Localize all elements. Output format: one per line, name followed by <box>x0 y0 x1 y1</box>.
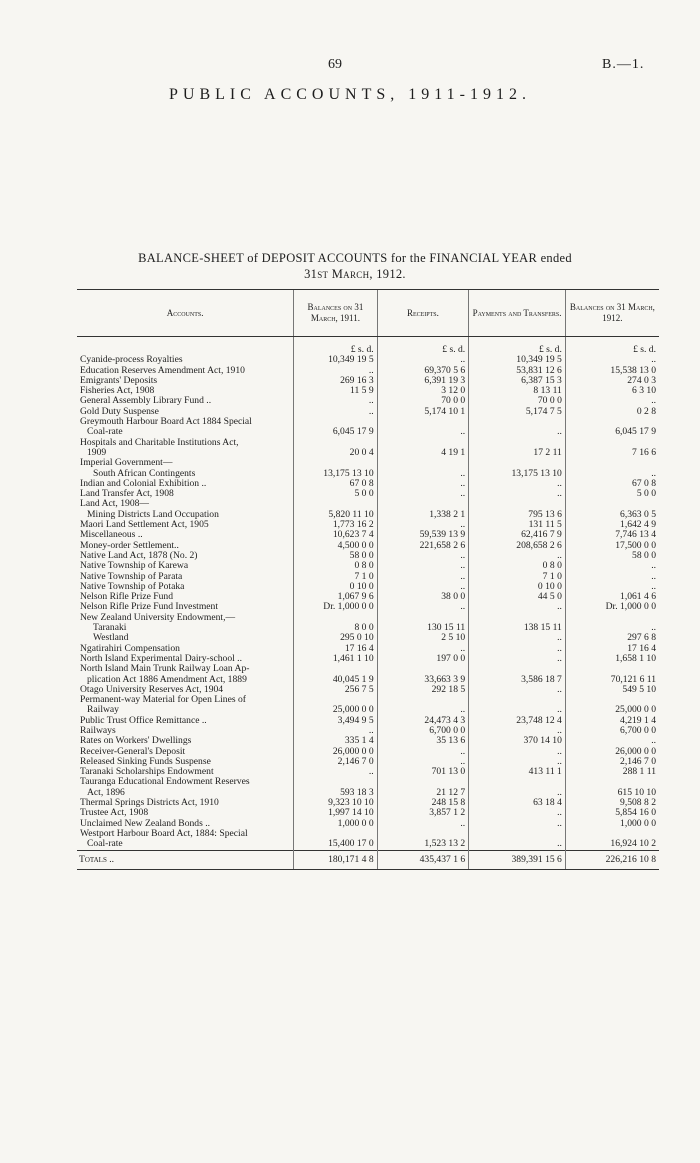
payments-cell: .. <box>469 479 566 489</box>
account-name: Rates on Workers' Dwellings <box>80 735 192 747</box>
receipts-cell: 24,473 4 3 <box>377 716 469 726</box>
account-name: Nelson Rifle Prize Fund <box>80 591 173 603</box>
account-name: Otago University Reserves Act, 1904 <box>80 683 224 695</box>
account-name: Taranaki <box>93 622 127 634</box>
account-name: Coal-rate <box>87 426 123 438</box>
balance-close-cell: 70,121 6 11 <box>565 675 659 685</box>
balance-close-cell: .. <box>565 469 659 479</box>
balance-open-cell: 11 5 9 <box>294 386 377 396</box>
balance-close-cell: 7,746 13 4 <box>565 530 659 540</box>
payments-cell: 0 8 0 <box>469 561 566 571</box>
table-row <box>77 489 659 499</box>
account-name: Fisheries Act, 1908 <box>80 385 155 397</box>
account-name: Native Township of Karewa <box>80 560 189 572</box>
unit-label: £ s. d. <box>294 337 377 356</box>
account-name: New Zealand University Endowment,— <box>80 611 236 623</box>
total-balances-open: 180,171 4 8 <box>294 850 377 869</box>
payments-cell: .. <box>469 819 566 829</box>
payments-cell: .. <box>469 839 566 850</box>
account-name: Released Sinking Funds Suspense <box>80 755 211 767</box>
payments-cell: 8 13 11 <box>469 386 566 396</box>
receipts-cell: 292 18 5 <box>377 685 469 695</box>
balance-open-cell: 256 7 5 <box>294 685 377 695</box>
payments-cell: 5,174 7 5 <box>469 407 566 417</box>
balance-open-cell: 0 8 0 <box>294 561 377 571</box>
account-name: Ngatirahiri Compensation <box>80 642 180 654</box>
balance-open-cell: 0 10 0 <box>294 582 377 592</box>
receipts-cell: 38 0 0 <box>377 592 469 602</box>
balance-open-cell: 5 0 0 <box>294 489 377 499</box>
balance-open-cell: .. <box>294 396 377 406</box>
table-row <box>77 716 659 726</box>
total-balances-close: 226,216 10 8 <box>565 850 659 869</box>
account-name: Land Act, 1908— <box>80 498 150 510</box>
units-spacer <box>77 337 294 356</box>
account-name: Money-order Settlement.. <box>80 539 179 551</box>
receipts-cell: 701 13 0 <box>377 767 469 777</box>
balance-close-cell: .. <box>565 572 659 582</box>
account-name: Unclaimed New Zealand Bonds .. <box>80 817 211 829</box>
balance-open-cell: 20 0 4 <box>294 448 377 458</box>
payments-cell: .. <box>469 644 566 654</box>
payments-cell: 63 18 4 <box>469 798 566 808</box>
payments-cell: 17 2 11 <box>469 448 566 458</box>
payments-cell <box>469 695 566 705</box>
payments-cell: 53,831 12 6 <box>469 366 566 376</box>
account-name: Permanent-way Material for Open Lines of <box>80 694 246 706</box>
payments-cell: .. <box>469 602 566 612</box>
account-name: Thermal Springs Districts Act, 1910 <box>80 797 219 809</box>
receipts-cell: .. <box>377 747 469 757</box>
receipts-cell: 2 5 10 <box>377 633 469 643</box>
balance-close-cell: 6 3 10 <box>565 386 659 396</box>
payments-cell: .. <box>469 427 566 437</box>
units-row <box>77 337 659 356</box>
col-receipts: Receipts. <box>377 290 469 337</box>
receipts-cell: 33,663 3 9 <box>377 675 469 685</box>
account-name: Nelson Rifle Prize Fund Investment <box>80 601 219 613</box>
payments-cell: .. <box>469 747 566 757</box>
balance-close-cell: 4,219 1 4 <box>565 716 659 726</box>
totals-label: Totals .. <box>77 850 294 869</box>
receipts-cell: .. <box>377 819 469 829</box>
receipts-cell: .. <box>377 489 469 499</box>
balance-close-cell: 9,508 8 2 <box>565 798 659 808</box>
payments-cell <box>469 777 566 787</box>
payments-cell: .. <box>469 705 566 715</box>
balance-open-cell: 3,494 9 5 <box>294 716 377 726</box>
account-name: Trustee Act, 1908 <box>80 807 149 819</box>
account-name: Native Township of Parata <box>80 570 183 582</box>
unit-label: £ s. d. <box>565 337 659 356</box>
receipts-cell: .. <box>377 602 469 612</box>
payments-cell: 795 13 6 <box>469 510 566 520</box>
balance-close-cell: 58 0 0 <box>565 551 659 561</box>
table-row <box>77 561 659 571</box>
payments-cell: .. <box>469 551 566 561</box>
receipts-cell: 1,523 13 2 <box>377 839 469 850</box>
receipts-cell: .. <box>377 757 469 767</box>
payments-cell: 7 1 0 <box>469 572 566 582</box>
payments-cell: 23,748 12 4 <box>469 716 566 726</box>
balance-open-cell: 269 16 3 <box>294 376 377 386</box>
balance-open-cell: 335 1 4 <box>294 736 377 746</box>
balance-close-cell: Dr. 1,000 0 0 <box>565 602 659 612</box>
account-name: plication Act 1886 Amendment Act, 1889 <box>87 673 247 685</box>
receipts-cell <box>377 664 469 674</box>
balance-close-cell <box>565 613 659 623</box>
receipts-cell: 130 15 11 <box>377 623 469 633</box>
balance-close-cell: .. <box>565 396 659 406</box>
balance-open-cell: 10,349 19 5 <box>294 355 377 365</box>
receipts-cell: .. <box>377 572 469 582</box>
balance-open-cell: 4,500 0 0 <box>294 541 377 551</box>
balance-close-cell: 67 0 8 <box>565 479 659 489</box>
balance-close-cell: 5 0 0 <box>565 489 659 499</box>
account-name: Public Trust Office Remittance .. <box>80 714 207 726</box>
balance-close-cell <box>565 458 659 468</box>
account-name: Railway <box>87 704 119 716</box>
account-name: Receiver-General's Deposit <box>80 745 186 757</box>
balance-open-cell: 1,773 16 2 <box>294 520 377 530</box>
balance-close-cell: 297 6 8 <box>565 633 659 643</box>
receipts-cell: 59,539 13 9 <box>377 530 469 540</box>
receipts-cell: .. <box>377 479 469 489</box>
payments-cell: .. <box>469 808 566 818</box>
account-name: Indian and Colonial Exhibition .. <box>80 477 207 489</box>
account-name: Westport Harbour Board Act, 1884: Special <box>80 827 248 839</box>
receipts-cell <box>377 417 469 427</box>
unit-label: £ s. d. <box>377 337 469 356</box>
payments-cell: 13,175 13 10 <box>469 469 566 479</box>
payments-cell <box>469 664 566 674</box>
account-name: Mining Districts Land Occupation <box>87 508 219 520</box>
balance-close-cell: 615 10 10 <box>565 788 659 798</box>
balance-open-cell: 6,045 17 9 <box>294 427 377 437</box>
balance-open-cell: .. <box>294 366 377 376</box>
account-name: Act, 1896 <box>87 786 125 798</box>
total-receipts: 435,437 1 6 <box>377 850 469 869</box>
payments-cell: .. <box>469 757 566 767</box>
balance-close-cell: 288 1 11 <box>565 767 659 777</box>
receipts-cell: 5,174 10 1 <box>377 407 469 417</box>
balance-close-cell: 0 2 8 <box>565 407 659 417</box>
payments-cell: .. <box>469 788 566 798</box>
document-reference: B.—1. <box>602 57 645 72</box>
balance-open-cell: Dr. 1,000 0 0 <box>294 602 377 612</box>
payments-cell: .. <box>469 685 566 695</box>
balance-close-cell: 17 16 4 <box>565 644 659 654</box>
balance-close-cell: 549 5 10 <box>565 685 659 695</box>
balance-close-cell: 2,146 7 0 <box>565 757 659 767</box>
balance-open-cell <box>294 664 377 674</box>
account-name: Gold Duty Suspense <box>80 405 159 417</box>
balance-close-cell: 6,363 0 5 <box>565 510 659 520</box>
payments-cell: .. <box>469 489 566 499</box>
balance-close-cell: 25,000 0 0 <box>565 705 659 715</box>
receipts-cell: 35 13 6 <box>377 736 469 746</box>
balance-close-cell: .. <box>565 582 659 592</box>
balance-open-cell: .. <box>294 767 377 777</box>
deposit-accounts-table <box>77 289 659 870</box>
account-name: Education Reserves Amendment Act, 1910 <box>80 364 245 376</box>
balance-open-cell: 25,000 0 0 <box>294 705 377 715</box>
balance-open-cell: 15,400 17 0 <box>294 839 377 850</box>
receipts-cell: 221,658 2 6 <box>377 541 469 551</box>
balance-close-cell: .. <box>565 561 659 571</box>
account-name: General Assembly Library Fund .. <box>80 395 212 407</box>
payments-cell: 370 14 10 <box>469 736 566 746</box>
balance-close-cell: 1,000 0 0 <box>565 819 659 829</box>
receipts-cell: 1,338 2 1 <box>377 510 469 520</box>
payments-cell: 138 15 11 <box>469 623 566 633</box>
balance-close-cell: 17,500 0 0 <box>565 541 659 551</box>
payments-cell: .. <box>469 654 566 664</box>
balance-close-cell: 5,854 16 0 <box>565 808 659 818</box>
account-name: Westland <box>93 632 129 644</box>
receipts-cell: 4 19 1 <box>377 448 469 458</box>
receipts-cell: .. <box>377 355 469 365</box>
balance-close-cell: 7 16 6 <box>565 448 659 458</box>
balance-close-cell: 1,061 4 6 <box>565 592 659 602</box>
balance-open-cell: 295 0 10 <box>294 633 377 643</box>
col-balances-close: Balances on 31 March, 1912. <box>565 290 659 337</box>
receipts-cell: 248 15 8 <box>377 798 469 808</box>
account-name: Railways <box>80 724 116 736</box>
account-name: Imperial Government— <box>80 457 173 469</box>
account-name: Native Township of Potaka <box>80 580 185 592</box>
balance-close-cell: 15,538 13 0 <box>565 366 659 376</box>
payments-cell: 62,416 7 9 <box>469 530 566 540</box>
account-name: Maori Land Settlement Act, 1905 <box>80 519 209 531</box>
balance-open-cell: 1,000 0 0 <box>294 819 377 829</box>
sheet-title <box>80 250 630 282</box>
balance-close-cell <box>565 664 659 674</box>
sheet-title-line1: BALANCE-SHEET of DEPOSIT ACCOUNTS for the FINANCIAL YEAR ended <box>138 251 572 265</box>
payments-cell: 131 11 5 <box>469 520 566 530</box>
balance-open-cell: 13,175 13 10 <box>294 469 377 479</box>
balance-close-cell: .. <box>565 736 659 746</box>
payments-cell: 44 5 0 <box>469 592 566 602</box>
payments-cell: 6,387 15 3 <box>469 376 566 386</box>
payments-cell: 413 11 1 <box>469 767 566 777</box>
receipts-cell: 6,391 19 3 <box>377 376 469 386</box>
balance-open-cell: 40,045 1 9 <box>294 675 377 685</box>
payments-cell: .. <box>469 726 566 736</box>
payments-cell: 10,349 19 5 <box>469 355 566 365</box>
balance-open-cell: 8 0 0 <box>294 623 377 633</box>
balance-open-cell: 5,820 11 10 <box>294 510 377 520</box>
payments-cell: 3,586 18 7 <box>469 675 566 685</box>
payments-cell: 208,658 2 6 <box>469 541 566 551</box>
balance-open-cell: .. <box>294 726 377 736</box>
balance-close-cell: 1,642 4 9 <box>565 520 659 530</box>
receipts-cell: 69,370 5 6 <box>377 366 469 376</box>
balance-open-cell: 9,323 10 10 <box>294 798 377 808</box>
balance-close-cell: 274 0 3 <box>565 376 659 386</box>
balance-close-cell: 26,000 0 0 <box>565 747 659 757</box>
receipts-cell <box>377 695 469 705</box>
account-name: South African Contingents <box>93 467 196 479</box>
account-name: Miscellaneous .. <box>80 529 143 541</box>
unit-label: £ s. d. <box>469 337 566 356</box>
table-row <box>77 839 659 850</box>
balance-open-cell: 2,146 7 0 <box>294 757 377 767</box>
account-name: Cyanide-process Royalties <box>80 354 183 366</box>
receipts-cell: 70 0 0 <box>377 396 469 406</box>
col-payments: Payments and Transfers. <box>469 290 566 337</box>
account-name: Tauranga Educational Endowment Reserves <box>80 776 250 788</box>
balance-open-cell: 17 16 4 <box>294 644 377 654</box>
balance-open-cell: 1,067 9 6 <box>294 592 377 602</box>
balance-close-cell: 6,045 17 9 <box>565 427 659 437</box>
receipts-cell: .. <box>377 561 469 571</box>
receipts-cell: 21 12 7 <box>377 788 469 798</box>
balance-open-cell: .. <box>294 407 377 417</box>
receipts-cell <box>377 458 469 468</box>
account-name: Greymouth Harbour Board Act 1884 Special <box>80 416 252 428</box>
receipts-cell: .. <box>377 582 469 592</box>
running-head: PUBLIC ACCOUNTS, 1911-1912. <box>169 86 531 103</box>
payments-cell: 70 0 0 <box>469 396 566 406</box>
balance-open-cell: 593 18 3 <box>294 788 377 798</box>
balance-open-cell: 1,461 1 10 <box>294 654 377 664</box>
receipts-cell: .. <box>377 705 469 715</box>
balance-close-cell: .. <box>565 623 659 633</box>
account-name: North Island Experimental Dairy-school .. <box>80 652 242 664</box>
account-name: Emigrants' Deposits <box>80 374 158 386</box>
balance-open-cell: 1,997 14 10 <box>294 808 377 818</box>
totals-row <box>77 850 659 869</box>
receipts-cell: 197 0 0 <box>377 654 469 664</box>
receipts-cell: 3,857 1 2 <box>377 808 469 818</box>
receipts-cell: .. <box>377 427 469 437</box>
account-name: North Island Main Trunk Railway Loan Ap- <box>80 663 250 675</box>
balance-open-cell: 7 1 0 <box>294 572 377 582</box>
balance-open-cell: 67 0 8 <box>294 479 377 489</box>
balance-close-cell: .. <box>565 355 659 365</box>
balance-close-cell: 16,924 10 2 <box>565 839 659 850</box>
sheet-title-line2: 31st March, 1912. <box>304 267 406 281</box>
receipts-cell: .. <box>377 520 469 530</box>
balance-close-cell: 1,658 1 10 <box>565 654 659 664</box>
receipts-cell: 6,700 0 0 <box>377 726 469 736</box>
balance-open-cell: 26,000 0 0 <box>294 747 377 757</box>
receipts-cell: 3 12 0 <box>377 386 469 396</box>
account-name: Land Transfer Act, 1908 <box>80 488 174 500</box>
table-row <box>77 664 659 674</box>
balance-open-cell: 58 0 0 <box>294 551 377 561</box>
col-accounts: Accounts. <box>77 290 294 337</box>
receipts-cell: .. <box>377 644 469 654</box>
payments-cell <box>469 417 566 427</box>
account-name: Native Land Act, 1878 (No. 2) <box>80 549 198 561</box>
account-name: Hospitals and Charitable Institutions Act, <box>80 436 239 448</box>
payments-cell: .. <box>469 633 566 643</box>
table-row <box>77 396 659 406</box>
payments-cell <box>469 829 566 839</box>
balance-close-cell: 6,700 0 0 <box>565 726 659 736</box>
page-number: 69 <box>328 57 342 72</box>
col-balances-open: Balances on 31 March, 1911. <box>294 290 377 337</box>
receipts-cell: .. <box>377 551 469 561</box>
total-payments: 389,391 15 6 <box>469 850 566 869</box>
account-name: Taranaki Scholarships Endowment <box>80 766 214 778</box>
table-header-row <box>77 290 659 337</box>
balance-open-cell: 10,623 7 4 <box>294 530 377 540</box>
receipts-cell: .. <box>377 469 469 479</box>
payments-cell: 0 10 0 <box>469 582 566 592</box>
account-name: 1909 <box>87 446 107 458</box>
account-name: Coal-rate <box>87 838 123 850</box>
